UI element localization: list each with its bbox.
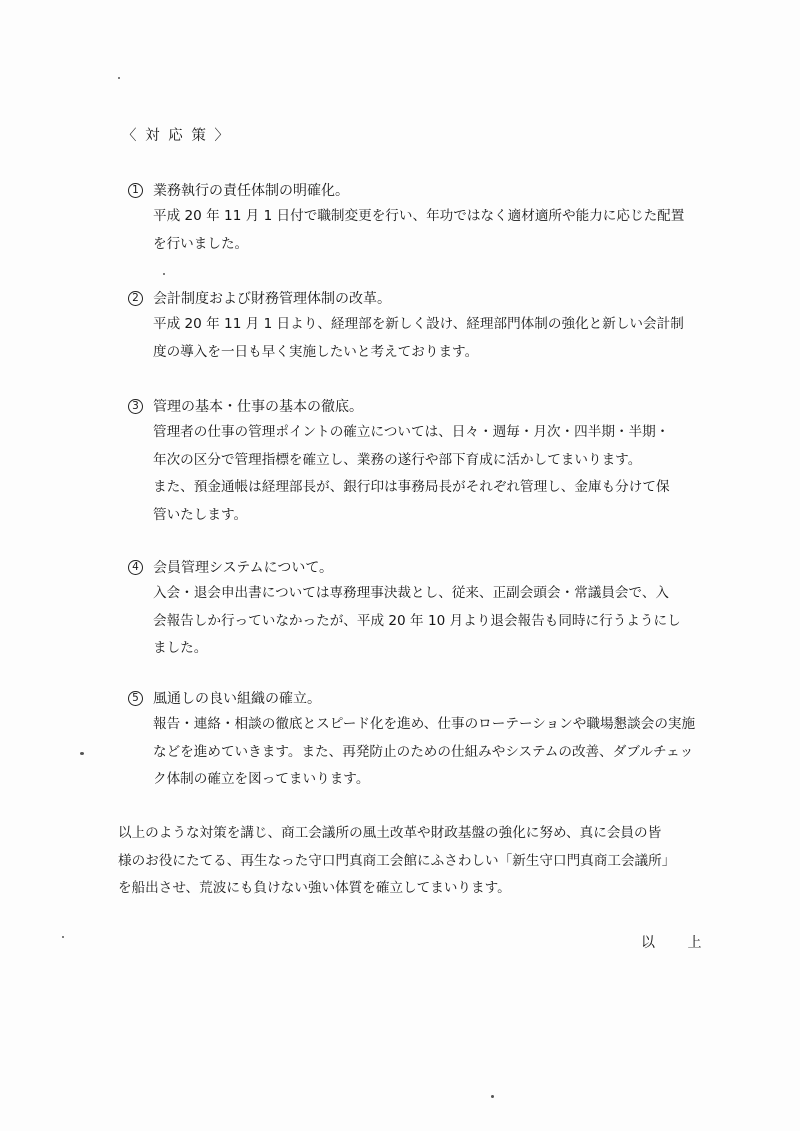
- closing-line: 以上のような対策を講じ、商工会議所の風土改革や財政基盤の強化に努め、真に会員の皆: [118, 825, 662, 841]
- measure-text-line: を行いました。: [153, 235, 249, 252]
- measure-title-text: 会計制度および財務管理体制の改革。: [153, 291, 391, 307]
- measure-text-line: ました。: [153, 640, 208, 656]
- measure-text-line: 平成 20 年 11 月 1 日より、経理部を新しく設け、経理部門体制の強化と新しい会計制: [153, 316, 684, 332]
- measure-title: [128, 554, 728, 580]
- measure-text-line: 会報告しか行っていなかったが、平成 20 年 10 月より退会報告も同時に行うようにし: [153, 612, 681, 629]
- measure-item-5: [128, 685, 728, 794]
- closing-paragraph: [118, 820, 718, 903]
- measure-text-line: 報告・連絡・相談の徹底とスピード化を進め、仕事のローテーションや職場懇談会の実施: [153, 716, 696, 732]
- scan-speck: [118, 77, 120, 79]
- scan-speck: [80, 752, 84, 755]
- measure-item-4: [128, 554, 728, 663]
- measure-text-line: 管理者の仕事の管理ポイントの確立については、日々・週毎・月次・四半期・半期・: [153, 424, 670, 440]
- measure-text-line: 度の導入を一日も早く実施したいと考えております。: [153, 343, 479, 360]
- measure-title-text: 会員管理システムについて。: [153, 560, 334, 576]
- measure-text-line: 平成 20 年 11 月 1 日付で職制変更を行い、年功ではなく適材適所や能力に応じた配置: [153, 208, 685, 224]
- measure-item-1: [128, 177, 728, 258]
- measure-text-line: 年次の区分で管理指標を確立し、業務の遂行や部下育成に活かしてまいります。: [153, 451, 642, 468]
- circled-number: 3: [128, 399, 143, 414]
- measure-title-text: 管理の基本・仕事の基本の徹底。: [153, 399, 363, 415]
- scan-speck: [163, 273, 165, 275]
- measure-text-line: 管いたします。: [153, 506, 248, 523]
- measure-text-line: ク体制の確立を図ってまいります。: [153, 771, 370, 787]
- end-mark: 以 上: [641, 935, 716, 951]
- measure-text-line: などを進めていきます。また、再発防止のための仕組みやシステムの改善、ダブルチェッ: [153, 743, 694, 760]
- measure-title: [128, 393, 728, 419]
- measure-text-line: また、預金通帳は経理部長が、銀行印は事務局長がそれぞれ管理し、金庫も分けて保: [153, 479, 670, 495]
- measure-item-3: [128, 393, 728, 529]
- measure-title: [128, 177, 728, 203]
- circled-number: 5: [128, 691, 143, 706]
- measure-item-2: [128, 285, 728, 366]
- measure-title: [128, 685, 728, 711]
- scan-speck: [62, 936, 64, 938]
- section-heading: 〈 対 応 策 〉: [122, 128, 231, 144]
- closing-line: 様のお役にたてる、再生なった守口門真商工会館にふさわしい「新生守口門真商工会議所」: [118, 852, 676, 869]
- circled-number: 1: [128, 183, 143, 198]
- closing-line: を船出させ、荒波にも負けない強い体質を確立してまいります。: [118, 880, 511, 896]
- scan-speck: [491, 1095, 494, 1098]
- circled-number: 4: [128, 560, 143, 575]
- measure-title: [128, 285, 728, 311]
- measure-text-line: 入会・退会申出書については専務理事決裁とし、従来、正副会頭会・常議員会で、入: [153, 585, 670, 601]
- measure-title-text: 業務執行の責任体制の明確化。: [153, 183, 349, 199]
- circled-number: 2: [128, 291, 143, 306]
- measure-title-text: 風通しの良い組織の確立。: [153, 691, 321, 707]
